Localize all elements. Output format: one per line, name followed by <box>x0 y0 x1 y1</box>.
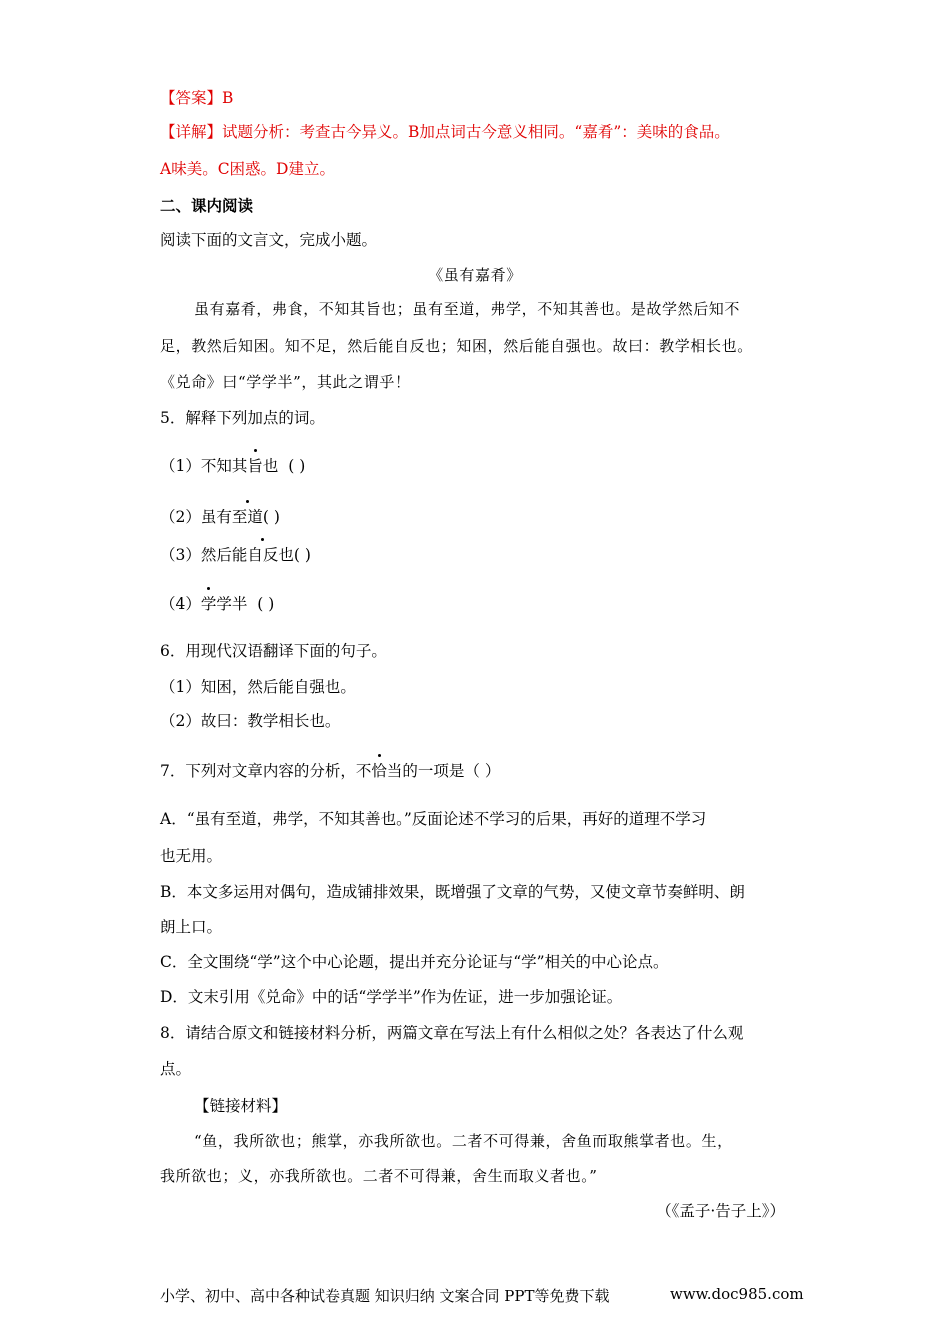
q5-item-text: 也 <box>262 457 279 475</box>
link-material-heading: 【链接材料】 <box>194 1097 288 1115</box>
answer-blank[interactable]: ( ) <box>288 457 306 475</box>
passage-line-3: 《兑命》曰“学学半”，其此之谓乎！ <box>160 373 411 391</box>
q5-item-4 <box>160 593 274 615</box>
q7-option-a-2: 也无用。 <box>160 847 223 865</box>
q5-item-1 <box>160 455 305 477</box>
answer-label: 【答案】 <box>160 89 223 107</box>
q7-option-a-1: A．“虽有至道，弗学，不知其善也。”反面论述不学习的后果，再好的道理不学习 <box>160 810 707 828</box>
q5-item-3 <box>160 544 311 566</box>
footer-text: 小学、初中、高中各种试卷真题 知识归纳 文案合同 PPT等免费下载 <box>160 1287 610 1305</box>
q5-item-2 <box>160 506 280 528</box>
dotted-word: 至道 <box>231 508 263 526</box>
q5-item-num: （1） <box>160 457 201 475</box>
passage-line-1: 虽有嘉肴，弗食，不知其旨也；虽有至道，弗学，不知其善也。是故学然后知不 <box>194 300 741 318</box>
dotted-word <box>356 760 403 782</box>
q5-item-text: 也 <box>278 546 294 564</box>
passage-line-2: 足，教然后知困。知不足，然后能自反也；知困，然后能自强也。故曰：教学相长也。 <box>160 337 753 355</box>
q7-option-c: C．全文围绕“学”这个中心论题，提出并充分论证与“学”相关的中心论点。 <box>160 953 669 971</box>
link-quote-1: “鱼，我所欲也；熊掌，亦我所欲也。二者不可得兼，舍鱼而取熊掌者也。生， <box>194 1132 733 1150</box>
detail-label: 【详解】 <box>160 123 223 141</box>
q5-item-text: 然后能 <box>200 546 248 564</box>
answer-blank[interactable]: ( ) <box>293 546 311 564</box>
q8-stem-2: 点。 <box>160 1060 192 1078</box>
detail-line-2: A味美。C困惑。D建立。 <box>160 160 335 178</box>
link-quote-2: 我所欲也；义，亦我所欲也。二者不可得兼，舍生而取义者也。” <box>160 1167 598 1185</box>
q7-option-b-1: B．本文多运用对偶句，造成铺排效果，既增强了文章的气势，又使文章节奏鲜明、朗 <box>160 883 745 901</box>
reading-instruction: 阅读下面的文言文，完成小题。 <box>160 231 378 249</box>
q7-stem-text: 7．下列对文章内容的分析， <box>160 762 356 780</box>
answer-blank[interactable]: ( ) <box>262 508 280 526</box>
answer-line <box>160 87 233 109</box>
passage-title: 《虽有嘉肴》 <box>428 266 522 284</box>
quote-source: （《孟子·告子上》） <box>656 1202 785 1220</box>
dotted-word: 学 <box>200 595 217 613</box>
section-heading: 二、课内阅读 <box>160 196 254 215</box>
answer-value: B <box>222 89 234 107</box>
q5-item-num: （3） <box>160 546 201 564</box>
detail-line-1 <box>160 121 730 143</box>
q6-stem: 6．用现代汉语翻译下面的句子。 <box>160 642 387 660</box>
q7-option-d: D．文末引用《兑命》中的话“学学半”作为佐证，进一步加强论证。 <box>160 988 623 1006</box>
q5-item-num: （4） <box>160 595 201 613</box>
q6-item-1: （1）知困，然后能自强也。 <box>160 678 356 696</box>
q5-item-text: 不知其 <box>200 457 248 475</box>
answer-blank[interactable]: ( ) <box>257 595 275 613</box>
q5-item-text: 虽有 <box>200 508 232 526</box>
q5-item-num: （2） <box>160 508 201 526</box>
dotted-word: 自反 <box>247 546 279 564</box>
footer-site-link[interactable]: www.doc985.com <box>670 1285 804 1303</box>
dotted-word: 旨 <box>247 457 263 475</box>
q5-item-text: 学半 <box>216 595 248 613</box>
q7-option-b-2: 朗上口。 <box>160 918 223 936</box>
detail-text-1: 试题分析：考查古今异义。B加点词古今意义相同。“嘉肴”：美味的食品。 <box>222 123 730 141</box>
q7-stem-text: 的一项是（ ） <box>402 762 501 780</box>
dotted-word-text: 不恰当 <box>355 762 403 780</box>
q6-item-2: （2）故曰：教学相长也。 <box>160 712 341 730</box>
q7-stem <box>160 760 500 782</box>
q8-stem-1: 8．请结合原文和链接材料分析，两篇文章在写法上有什么相似之处？各表达了什么观 <box>160 1024 744 1042</box>
q5-stem: 5．解释下列加点的词。 <box>160 409 325 427</box>
